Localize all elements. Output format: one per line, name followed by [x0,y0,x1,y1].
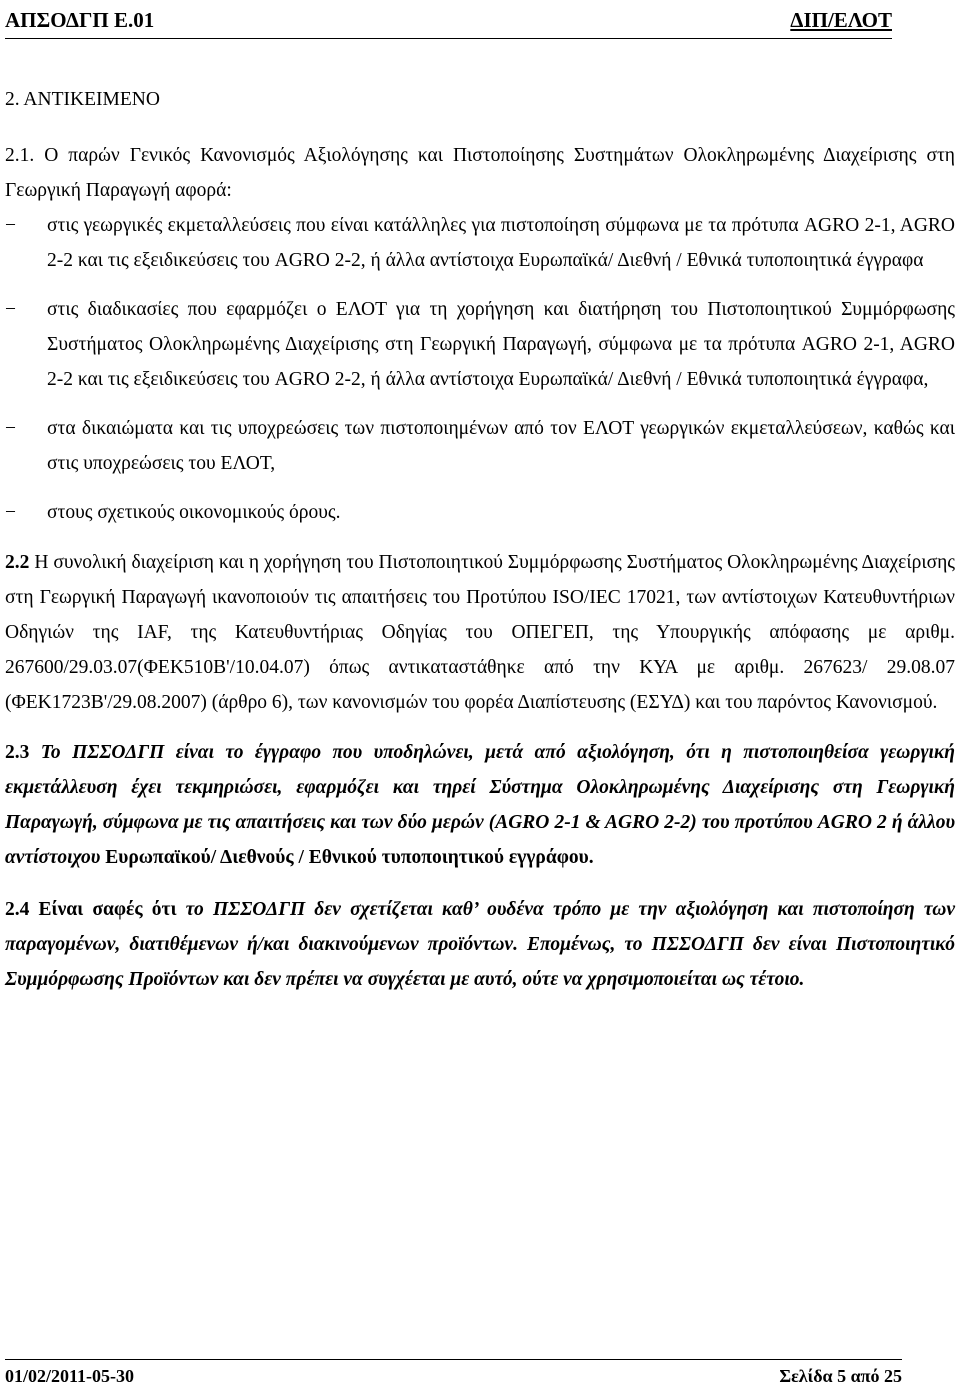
list-item [5,292,955,397]
list-item [5,495,955,530]
list-item-text: στις γεωργικές εκμεταλλεύσεις που είναι κατάλληλες για πιστοποίηση σύμφωνα με τα πρότυπα AGRO 2-1, AGRO 2-2 και τις εξειδικεύσεις του AGRO 2-2, ή άλλα αντίστοιχα Ευρωπαϊκά/ Διεθνή / Εθνικά τυποποιητικά έγγραφα [47,215,955,271]
section-2-4 [5,892,955,997]
document-body [5,82,955,997]
section-2-1-number: 2.1. [5,145,35,166]
dash-bullet-icon: − [5,215,16,236]
section-2-3-number: 2.3 [5,742,30,763]
list-item-text: στα δικαιώματα και τις υποχρεώσεις των πιστοποιημένων από τον ΕΛΟΤ γεωργικών εκμεταλλεύσεων, καθώς και στις υποχρεώσεις του ΕΛΟΤ, [47,418,955,474]
page-footer [5,1359,902,1386]
section-2-4-number: 2.4 [5,899,30,920]
page-header [5,8,892,39]
section-2-3 [5,735,955,875]
dash-bullet-icon: − [5,299,16,320]
department-code: ΔΙΠ/ΕΛΟΤ [790,8,892,32]
section-2-2-text: Η συνολική διαχείριση και η χορήγηση του Πιστοποιητικού Συμμόρφωσης Συστήματος Ολοκληρωμένης Διαχείρισης στη Γεωργική Παραγωγή ικανοποιούν τις απαιτήσεις του Προτύπου ISO/IEC 17021, των αντίστοιχων Κατευθυντήριων Οδηγιών της IAF, της Κατευθυντήριας Οδηγίας του ΟΠΕΓΕΠ, της Υπουργικής απόφασης με αριθμ. 267600/29.03.07(ΦΕΚ510Β'/10.04.07) όπως αντικαταστάθηκε από την ΚΥΑ με αριθμ. 267623/ 29.08.07 (ΦΕΚ1723Β'/29.08.2007) (άρθρο 6), των κανονισμών του φορέα Διαπίστευσης (ΕΣΥΔ) και του παρόντος Κανονισμού. [5,552,955,713]
list-item-text: στους σχετικούς οικονομικούς όρους. [47,502,341,523]
list-item [5,208,955,278]
section-2-2 [5,545,955,720]
section-2-1-text: Ο παρών Γενικός Κανονισμός Αξιολόγησης και Πιστοποίησης Συστημάτων Ολοκληρωμένης Διαχείρισης στη Γεωργική Παραγωγή αφορά: [5,145,955,201]
list-item-text: στις διαδικασίες που εφαρμόζει ο ΕΛΟΤ για τη χορήγηση και διατήρηση του Πιστοποιητικού Συμμόρφωσης Συστήματος Ολοκληρωμένης Διαχείρισης στη Γεωργική Παραγωγή, σύμφωνα με τα πρότυπα AGRO 2-1, AGRO 2-2 και τις εξειδικεύσεις του AGRO 2-2, ή άλλα αντίστοιχα Ευρωπαϊκά/ Διεθνή / Εθνικά τυποποιητικά έγγραφα, [47,299,955,390]
section-title: 2. ΑΝΤΙΚΕΙΜΕΝΟ [5,89,160,110]
footer-revision-code: 01/02/2011-05-30 [5,1366,134,1386]
section-2-2-number: 2.2 [5,552,30,573]
dash-bullet-icon: − [5,418,16,439]
list-item [5,411,955,481]
dash-bullet-icon: − [5,502,16,523]
page-number: Σελίδα 5 από 25 [779,1366,902,1386]
document-code: ΑΠΣΟΔΓΠ Ε.01 [5,8,155,32]
section-2-4-text: το ΠΣΣΟΔΓΠ δεν σχετίζεται καθ’ ουδένα τρόπο με την αξιολόγηση και πιστοποίηση των παραγομένων, διατιθέμενων ή/και διακινούμενων προϊόντων. Επομένως, το ΠΣΣΟΔΓΠ δεν είναι Πιστοποιητικό Συμμόρφωσης Προϊόντων και δεν πρέπει να συγχέεται με αυτό, ούτε να χρησιμοποιείται ως τέτοιο. [5,899,955,990]
section-2-1 [5,138,955,208]
section-2-3-text: Το ΠΣΣΟΔΓΠ είναι το έγγραφο που υποδηλώνει, μετά από αξιολόγηση, ότι η πιστοποιηθείσα γεωργική εκμετάλλευση έχει τεκμηριώσει, εφαρμόζει και τηρεί Σύστημα Ολοκληρωμένης Διαχείρισης στη Γεωργική Παραγωγή, σύμφωνα με τις απαιτήσεις και των δύο μερών (AGRO 2-1 & AGRO 2-2) του προτύπου AGRO 2 ή άλλου αντίστοιχου [5,742,956,868]
section-2-4-lead: Είναι σαφές ότι [38,899,186,920]
section-2-3-text-end: Ευρωπαϊκού/ Διεθνούς / Εθνικού τυποποιητικού εγγράφου. [105,847,594,868]
